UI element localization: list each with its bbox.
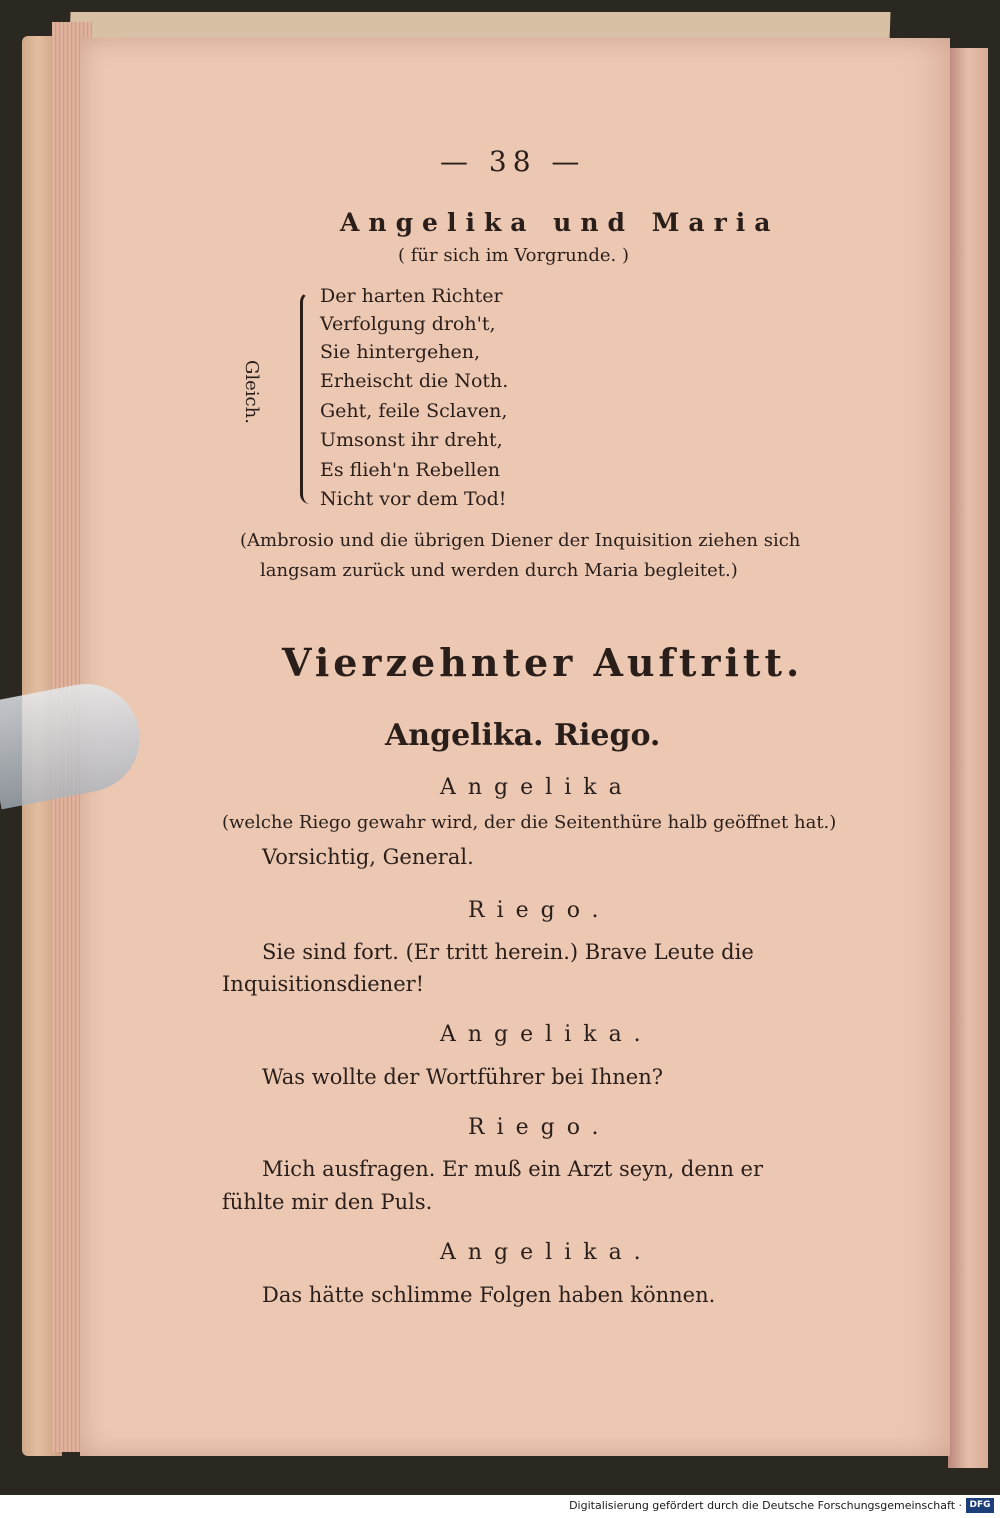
verse-line: Der harten Richter <box>320 285 503 307</box>
dialogue-line: Mich ausfragen. Er muß ein Arzt seyn, denn er <box>262 1157 763 1181</box>
speaker-name: Riego. <box>468 1115 611 1140</box>
stage-direction: (welche Riego gewahr wird, der die Seitenthüre halb geöffnet hat.) <box>222 812 837 833</box>
verse-line: Umsonst ihr dreht, <box>320 429 503 451</box>
verse-line: Sie hintergehen, <box>320 341 481 363</box>
dialogue-line: Inquisitionsdiener! <box>222 972 425 996</box>
page-number: — 38 — <box>440 145 586 178</box>
speaker-name: Angelika. <box>440 1240 653 1265</box>
verse-marker: Gleich. <box>241 360 262 424</box>
speaker-name: Angelika. <box>440 1022 653 1047</box>
verse-line: Geht, feile Sclaven, <box>320 400 508 422</box>
scene-characters-angelika-maria: Angelika und Maria <box>340 208 780 237</box>
dialogue-line: fühlte mir den Puls. <box>222 1190 433 1214</box>
verse-line: Erheischt die Noth. <box>320 370 509 392</box>
stage-direction: langsam zurück und werden durch Maria begleitet.) <box>260 560 738 581</box>
stage-direction: ( für sich im Vorgrunde. ) <box>398 245 630 266</box>
dialogue-line: Vorsichtig, General. <box>262 845 474 869</box>
dialogue-line: Sie sind fort. (Er tritt herein.) Brave Leute die <box>262 940 754 964</box>
dfg-logo-icon: DFG <box>966 1498 994 1513</box>
facing-page-edge <box>948 48 988 1468</box>
verse-line: Nicht vor dem Tod! <box>320 488 507 510</box>
dialogue-line: Das hätte schlimme Folgen haben können. <box>262 1283 716 1307</box>
footer-bar <box>0 1495 1000 1518</box>
verse-line: Es flieh'n Rebellen <box>320 459 500 481</box>
dialogue-line: Was wollte der Wortführer bei Ihnen? <box>262 1065 664 1089</box>
scene-heading: Vierzehnter Auftritt. <box>282 640 804 685</box>
scene-characters: Angelika. Riego. <box>385 718 661 753</box>
verse-brace <box>300 292 315 504</box>
stage-direction: (Ambrosio und die übrigen Diener der Inquisition ziehen sich <box>240 530 801 551</box>
verse-line: Verfolgung droh't, <box>320 313 496 335</box>
speaker-name: Angelika <box>440 775 634 800</box>
speaker-name: Riego. <box>468 898 611 923</box>
footer-credit: Digitalisierung gefördert durch die Deutsche Forschungsgemeinschaft · <box>569 1499 962 1512</box>
